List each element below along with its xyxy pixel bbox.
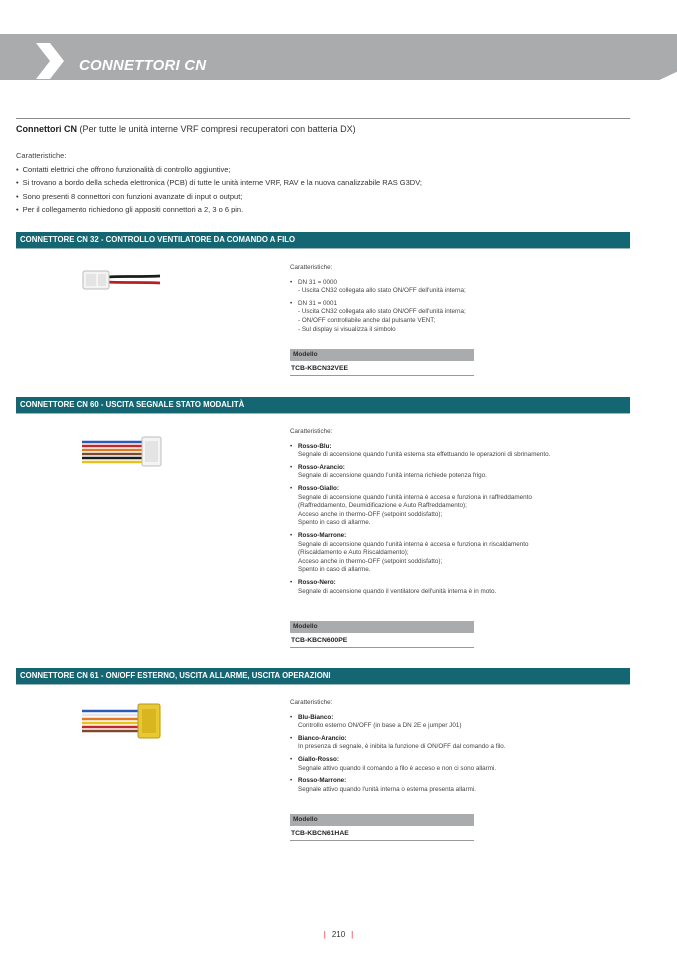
cn32-cable-image [80, 268, 162, 292]
cn60-cable-image [80, 434, 164, 468]
model-header: Modello [290, 814, 474, 826]
section-header-cn61: CONNETTORE CN 61 - ON/OFF ESTERNO, USCITA ALLARME, USCITA OPERAZIONI [16, 668, 630, 684]
model-code: TCB-KBCN600PE [290, 633, 474, 648]
list-item: • Per il collegamento richiedono gli appositi connettori a 2, 3 o 6 pin. [16, 205, 422, 218]
list-item: • DN 31 = 0000 - Uscita CN32 collegata allo stato ON/OFF dell'unità interna; [290, 279, 650, 296]
model-code: TCB-KBCN32VEE [290, 361, 474, 376]
intro-label: Caratteristiche: [16, 151, 67, 160]
section-header-cn32: CONNETTORE CN 32 - CONTROLLO VENTILATORE DA COMANDO A FILO [16, 232, 630, 248]
chevron-right-icon [34, 43, 66, 79]
intro-bullets [16, 165, 422, 218]
list-item: • Bianco-Arancio: In presenza di segnale, è inibita la funzione di ON/OFF dal comando a filo. [290, 735, 650, 752]
model-header: Modello [290, 621, 474, 633]
list-item: • Contatti elettrici che offrono funzionalità di controllo aggiuntive; [16, 165, 422, 178]
divider [16, 118, 630, 119]
list-item: • Giallo-Rosso: Segnale attivo quando il comando a filo è acceso e non ci sono allarmi. [290, 756, 650, 773]
cn32-details: Caratteristiche: • DN 31 = 0000 - Uscita CN32 collegata allo stato ON/OFF dell'unità interna; • DN 31 = 0001 - Uscita CN32 collegata allo stato ON/OFF dell'unità interna; - ON/OFF controllabile anche dal pulsante VENT; - Sul display si visualizza il simbolo [290, 264, 650, 338]
cn32-model-table [290, 349, 474, 376]
list-item: • Sono presenti 8 connettori con funzioni avanzate di input o output; [16, 192, 422, 205]
model-code: TCB-KBCN61HAE [290, 826, 474, 841]
cn60-details: Caratteristiche: • Rosso-Blu: Segnale di accensione quando l'unità esterna sta effettuando le operazioni di sbrinamento. • Rosso-Arancio: Segnale di accensione quando l'unità interna richiede potenza frigo. • Rosso-Giallo: Segnale di accensione quando l'unità interna è accesa e funziona in raffreddamento (Raffreddamento, Deumidificazione e Auto Raffreddamento); Acceso anche in thermo-OFF (setpoint soddisfatto); Spento in caso di allarme. • Rosso-Marrone: Segnale di accensione quando l'unità interna è accesa e funziona in riscaldamento (Riscaldamento e Auto Riscaldamento); Acceso anche in thermo-OFF (setpoint soddisfatto); Spento in caso di allarme. • Rosso-Nero: Segnale di accensione quando il ventilatore dell'unità interna è in moto. [290, 428, 650, 600]
intro-title: Connettori CN (Per tutte le unità interne VRF compresi recuperatori con batteria DX) [16, 124, 356, 134]
cn61-details: Caratteristiche: • Blu-Bianco: Controllo esterno ON/OFF (in base a DN 2E e jumper J01) • Bianco-Arancio: In presenza di segnale, è inibita la funzione di ON/OFF dal comando a filo. • Giallo-Rosso: Segnale attivo quando il comando a filo è acceso e non ci sono allarmi. • Rosso-Marrone: Segnale attivo quando l'unità interna o esterna presenta allarmi. [290, 699, 650, 798]
list-item: • Rosso-Marrone: Segnale attivo quando l'unità interna o esterna presenta allarmi. [290, 777, 650, 794]
model-header: Modello [290, 349, 474, 361]
list-item: • Blu-Bianco: Controllo esterno ON/OFF (in base a DN 2E e jumper J01) [290, 714, 650, 731]
cn61-cable-image [80, 700, 164, 742]
list-item: • Rosso-Marrone: Segnale di accensione quando l'unità interna è accesa e funziona in riscaldamento (Riscaldamento e Auto Riscaldamento); Acceso anche in thermo-OFF (setpoint soddisfatto); Spento in caso di allarme. [290, 532, 650, 575]
list-item: • DN 31 = 0001 - Uscita CN32 collegata allo stato ON/OFF dell'unità interna; - ON/OFF controllabile anche dal pulsante VENT; - Sul display si visualizza il simbolo [290, 300, 650, 334]
cn61-model-table [290, 814, 474, 841]
section-header-cn60: CONNETTORE CN 60 - USCITA SEGNALE STATO MODALITÀ [16, 397, 630, 413]
list-item: • Rosso-Giallo: Segnale di accensione quando l'unità interna è accesa e funziona in raffreddamento (Raffreddamento, Deumidificazione e Auto Raffreddamento); Acceso anche in thermo-OFF (setpoint soddisfatto); Spento in caso di allarme. [290, 485, 650, 528]
page-title: CONNETTORI CN [79, 57, 207, 74]
list-item: • Rosso-Nero: Segnale di accensione quando il ventilatore dell'unità interna è in moto. [290, 579, 650, 596]
cn60-model-table [290, 621, 474, 648]
list-item: • Rosso-Blu: Segnale di accensione quando l'unità esterna sta effettuando le operazioni di sbrinamento. [290, 443, 650, 460]
page-number: | 210 | [323, 930, 354, 939]
list-item: • Si trovano a bordo della scheda elettronica (PCB) di tutte le unità interne VRF, RAV e la nuova canalizzabile RAS G3DV; [16, 178, 422, 191]
list-item: • Rosso-Arancio: Segnale di accensione quando l'unità interna richiede potenza frigo. [290, 464, 650, 481]
